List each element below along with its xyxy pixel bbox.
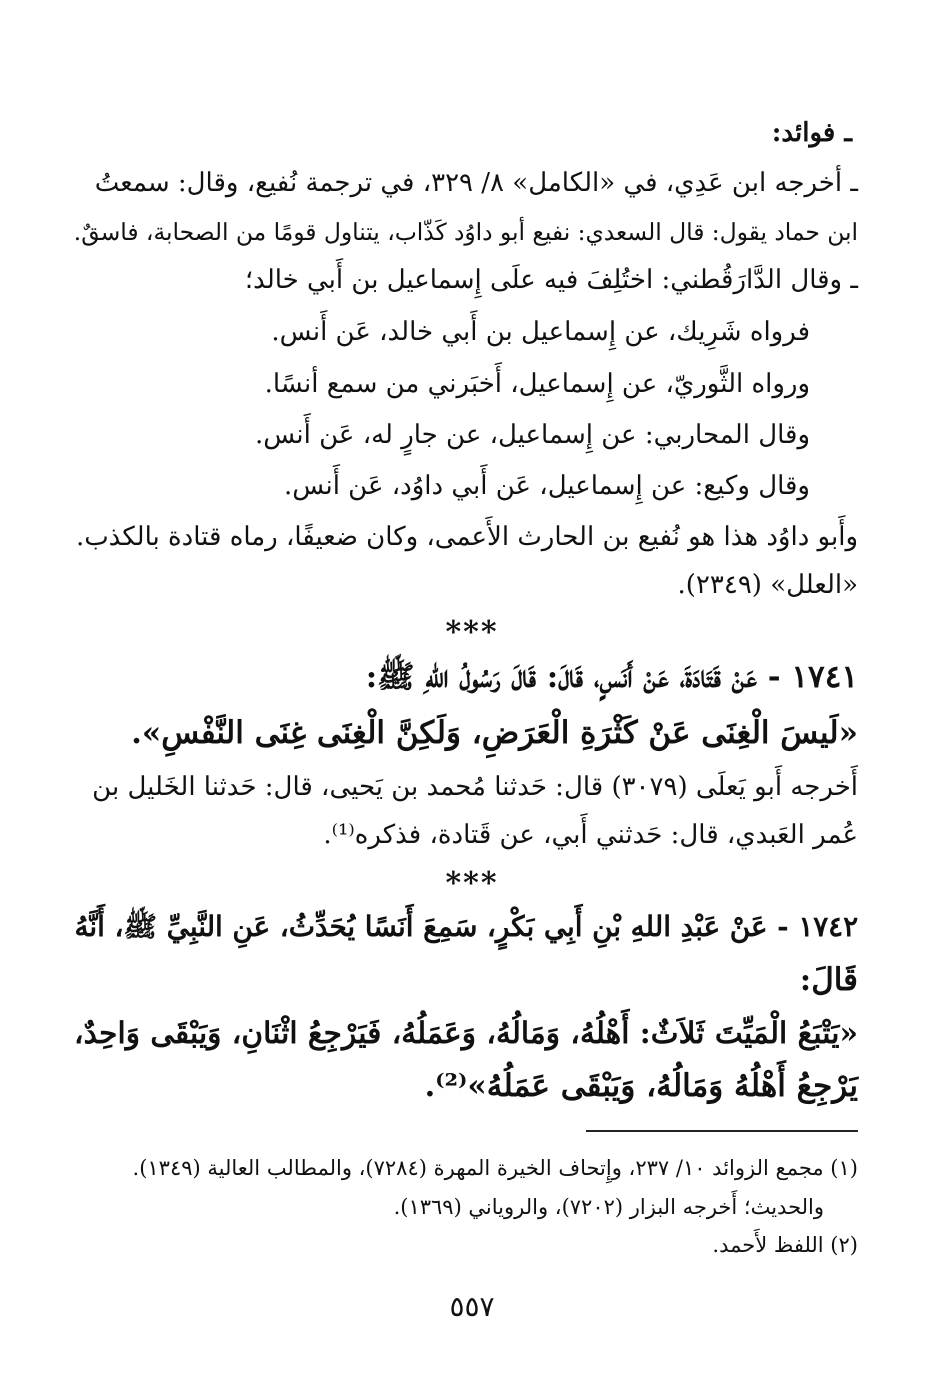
footnote-divider [586,1130,858,1132]
fawaid-line-3: ـ وقال الدَّارَقُطني: اختُلِفَ فيه علَى إِسماعيل بن أَبي خالد؛ [244,265,858,295]
hadith-1741-takhrij-1: أَخرجه أَبو يَعلَى (٣٠٧٩) قال: حَدثنا مُحمد بن يَحيى، قال: حَدثنا الخَليل بن [92,772,858,802]
hadith-1742-isnad: ١٧٤٢ - عَنْ عَبْدِ اللهِ بْنِ أَبِي بَكْرٍ، سَمِعَ أَنَسًا يُحَدِّثُ، عَنِ النَّبِيِّ ﷺ، أَنَّهُ [74,910,858,943]
fawaid-line-5: ورواه الثَّوريّ، عن إِسماعيل، أَخبَرني من سمع أنسًا. [264,369,810,399]
footnote-1: (١) مجمع الزوائد ١٠/ ٢٣٧، وإِتحاف الخيرة المهرة (٧٢٨٤)، والمطالب العالية (١٣٤٩). [132,1156,858,1180]
fawaid-line-9: «العلل» (٢٣٤٩). [677,570,858,600]
page-number: ٥٥٧ [449,1290,495,1323]
hadith-1741-isnad: ١٧٤١ - عَنْ قَتَادَةَ، عَنْ أَنَسٍ، قَالَ: قَالَ رَسُولُ اللهِ ﷺ: [365,659,858,695]
section-separator-1: *** [445,615,499,650]
fawaid-line-1: ـ أخرجه ابن عَدِي، في «الكامل» ٨/ ٣٢٩، في ترجمة نُفيع، وقال: سمعتُ [94,168,858,198]
section-separator-2: *** [445,866,499,901]
fawaid-line-2: ابن حماد يقول: قال السعدي: نفيع أبو داوُد كَذّاب، يتناول قومًا من الصحابة، فاسقٌ. [73,218,858,246]
hadith-1741-matn: «لَيسَ الْغِنَى عَنْ كَثْرَةِ الْعَرَضِ، وَلَكِنَّ الْغِنَى غِنَى النَّفْسِ». [131,715,858,751]
hadith-1741-takhrij-2: عُمر العَبدي، قال: حَدثني أَبي، عن قَتادة، فذكره⁽¹⁾. [323,820,858,850]
fawaid-line-8: وأَبو داوُد هذا هو نُفيع بن الحارث الأَعمى، وكان ضعيفًا، رماه قتادة بالكذب. [75,522,858,552]
footnote-2: (٢) اللفظ لأَحمد. [712,1233,858,1257]
fawaid-heading: ـ فوائد: [771,118,852,148]
hadith-1742-matn-2: يَرْجِعُ أَهْلُهُ وَمَالُهُ، وَيَبْقَى عَمَلُهُ»⁽²⁾. [424,1068,858,1104]
fawaid-line-7: وقال وكيع: عن إِسماعيل، عَن أَبي داوُد، عَن أَنس. [284,471,810,501]
hadith-1742-qala: قَالَ: [799,962,858,998]
footnote-1-cont: والحديث؛ أَخرجه البزار (٧٢٠٢)، والروياني (١٣٦٩). [393,1195,824,1219]
fawaid-line-4: فرواه شَرِيك، عن إِسماعيل بن أَبي خالد، عَن أَنس. [271,317,810,347]
hadith-1742-matn-1: «يَتْبَعُ الْمَيِّتَ ثَلاَثٌ: أَهْلُهُ، وَمَالُهُ، وَعَمَلُهُ، فَيَرْجِعُ اثْنَانِ، وَيَبْقَى وَاحِدٌ، [74,1015,858,1050]
fawaid-line-6: وقال المحاربي: عن إِسماعيل، عن جارٍ له، عَن أَنس. [254,420,810,450]
